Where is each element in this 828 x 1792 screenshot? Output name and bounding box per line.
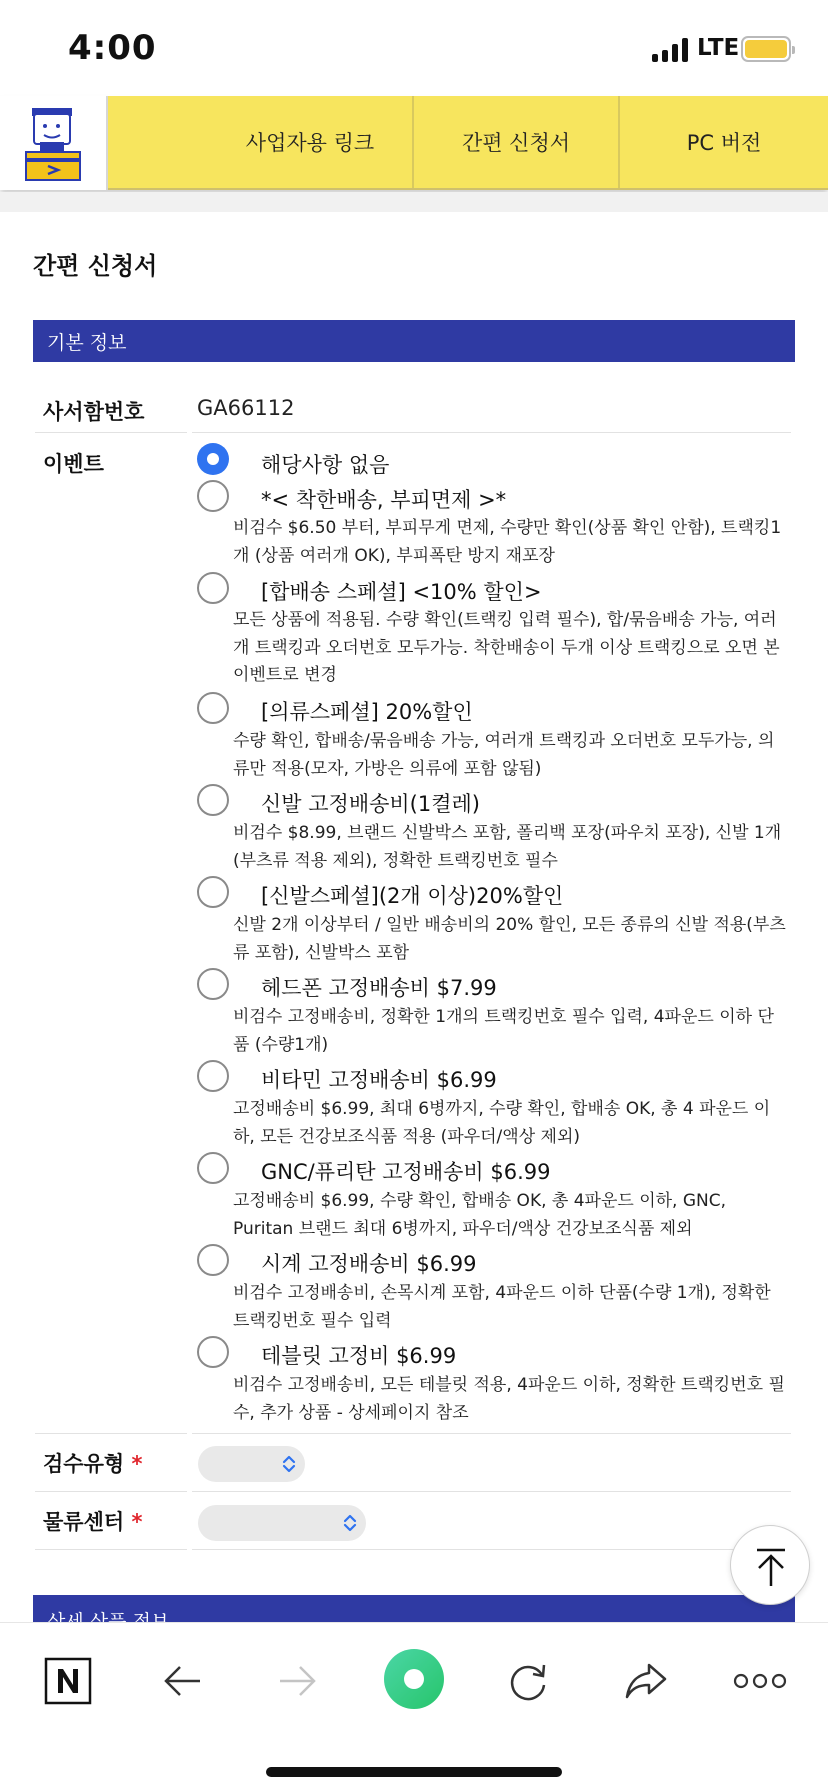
section-header-basic-info — [33, 320, 795, 362]
nav-business-link-label: 사업자용 링크 — [245, 131, 375, 155]
page-title: 간편 신청서 — [33, 252, 158, 280]
green-home-icon — [382, 1647, 446, 1711]
event-desc-4: 비검수 $8.99, 브랜드 신발박스 포함, 폴리백 포장(파우치 포장), 신발 1개 (부츠류 적용 제외), 정확한 트랙킹번호 필수 — [233, 823, 782, 871]
browser-toolbar — [0, 1622, 828, 1792]
warehouse-select[interactable] — [198, 1505, 366, 1541]
event-title-6: 헤드폰 고정배송비 $7.99 — [261, 976, 497, 1000]
status-time: 4:00 — [68, 28, 157, 68]
warehouse-label — [43, 1506, 142, 1536]
event-radio-7[interactable] — [197, 1060, 229, 1092]
site-header — [0, 96, 828, 190]
site-logo[interactable] — [0, 96, 108, 190]
event-title-5: [신발스페셜](2개 이상)20%할인 — [261, 884, 564, 908]
home-indicator — [266, 1767, 562, 1777]
header-shadow-band — [0, 192, 828, 212]
event-desc-3: 수량 확인, 합배송/묶음배송 가능, 여러개 트랙킹과 오더번호 모두가능, 의류만 적용(모자, 가방은 의류에 포함 않됨) — [233, 731, 775, 779]
nav-simple-application[interactable] — [414, 96, 618, 188]
event-title-3: [의류스페셜] 20%할인 — [261, 700, 473, 724]
row-divider — [35, 1549, 791, 1550]
event-title-2: [합배송 스페셜] <10% 할인> — [261, 580, 542, 604]
event-radio-2[interactable] — [197, 572, 229, 604]
status-bar — [0, 0, 828, 96]
event-title-1: *< 착한배송, 부피면제 >* — [261, 488, 507, 512]
event-radio-9[interactable] — [197, 1244, 229, 1276]
reload-button[interactable] — [496, 1649, 560, 1713]
select-chevron-icon — [282, 1452, 296, 1476]
logo-mascot-icon — [0, 96, 108, 190]
signal-strength-icon — [652, 38, 688, 62]
share-icon — [623, 1659, 669, 1703]
share-button[interactable] — [614, 1649, 678, 1713]
row-divider — [35, 432, 791, 433]
event-radio-8[interactable] — [197, 1152, 229, 1184]
row-divider — [35, 1433, 791, 1434]
event-desc-1: 비검수 $6.50 부터, 부피무게 면제, 수량만 확인(상품 확인 안함), 트랙킹1개 (상품 여러개 OK), 부피폭탄 방지 재포장 — [233, 518, 782, 566]
forward-arrow-icon — [276, 1659, 320, 1703]
green-home-button[interactable] — [382, 1647, 446, 1711]
event-radio-1[interactable] — [197, 480, 229, 512]
event-title-8: GNC/퓨리탄 고정배송비 $6.99 — [261, 1160, 551, 1184]
network-type: LTE — [697, 35, 740, 61]
event-desc-2: 모든 상품에 적용됨. 수량 확인(트랙킹 입력 필수), 합/묶음배송 가능, 여러개 트랙킹과 오더번호 모두가능. 착한배송이 두개 이상 트랙킹으로 오면 본 이벤트로 변경 — [233, 610, 780, 685]
event-radio-3[interactable] — [197, 692, 229, 724]
reload-icon — [506, 1659, 550, 1703]
naver-home-button[interactable] — [36, 1649, 100, 1713]
section-title: 기본 정보 — [47, 331, 127, 354]
scroll-top-button[interactable] — [730, 1525, 810, 1605]
inspection-type-label — [43, 1448, 142, 1478]
event-desc-9: 비검수 고정배송비, 손목시계 포함, 4파운드 이하 단품(수량 1개), 정확한 트랙킹번호 필수 입력 — [233, 1283, 771, 1331]
event-desc-8: 고정배송비 $6.99, 수량 확인, 합배송 OK, 총 4파운드 이하, GNC, Puritan 브랜드 최대 6병까지, 파우더/액상 건강보조식품 제외 — [233, 1191, 727, 1239]
nav-business-link[interactable] — [210, 96, 410, 188]
event-title-10: 테블릿 고정비 $6.99 — [261, 1344, 457, 1368]
event-radio-0[interactable] — [197, 443, 229, 475]
nav-pc-version-label: PC 버전 — [686, 131, 762, 155]
event-radio-5[interactable] — [197, 876, 229, 908]
required-mark: * — [131, 1510, 143, 1534]
event-desc-6: 비검수 고정배송비, 정확한 1개의 트랙킹번호 필수 입력, 4파운드 이하 단품 (수량1개) — [233, 1007, 774, 1055]
row-divider — [35, 1491, 791, 1492]
nav-pc-version[interactable] — [620, 96, 828, 188]
pobox-value: GA66112 — [197, 396, 295, 420]
back-button[interactable] — [150, 1649, 214, 1713]
event-title-9: 시계 고정배송비 $6.99 — [261, 1252, 477, 1276]
event-radio-4[interactable] — [197, 784, 229, 816]
event-title-4: 신발 고정배송비(1켤레) — [261, 792, 480, 816]
event-label: 이벤트 — [43, 452, 104, 476]
warehouse-label-text: 물류센터 — [43, 1510, 125, 1534]
forward-button[interactable] — [266, 1649, 330, 1713]
more-icon — [733, 1671, 787, 1691]
scroll-top-icon — [731, 1526, 811, 1606]
naver-n-icon — [44, 1657, 92, 1705]
inspection-type-label-text: 검수유형 — [43, 1452, 125, 1476]
event-desc-5: 신발 2개 이상부터 / 일반 배송비의 20% 할인, 모든 종류의 신발 적용(부츠류 포함), 신발박스 포함 — [233, 915, 786, 963]
event-title-7: 비타민 고정배송비 $6.99 — [261, 1068, 497, 1092]
pobox-label: 사서함번호 — [43, 400, 145, 424]
nav-simple-application-label: 간편 신청서 — [461, 131, 571, 155]
event-radio-6[interactable] — [197, 968, 229, 1000]
event-desc-10: 비검수 고정배송비, 모든 테블릿 적용, 4파운드 이하, 정확한 트랙킹번호 필수, 추가 상품 - 상세페이지 참조 — [233, 1375, 785, 1423]
required-mark: * — [131, 1452, 143, 1476]
more-button[interactable] — [728, 1649, 792, 1713]
battery-icon — [741, 36, 791, 62]
inspection-type-select[interactable] — [198, 1446, 305, 1482]
event-title-0: 해당사항 없음 — [261, 453, 390, 477]
event-desc-7: 고정배송비 $6.99, 최대 6병까지, 수량 확인, 합배송 OK, 총 4 파운드 이하, 모든 건강보조식품 적용 (파우더/액상 제외) — [233, 1099, 771, 1147]
select-chevron-icon — [343, 1511, 357, 1535]
back-arrow-icon — [160, 1659, 204, 1703]
event-radio-10[interactable] — [197, 1336, 229, 1368]
